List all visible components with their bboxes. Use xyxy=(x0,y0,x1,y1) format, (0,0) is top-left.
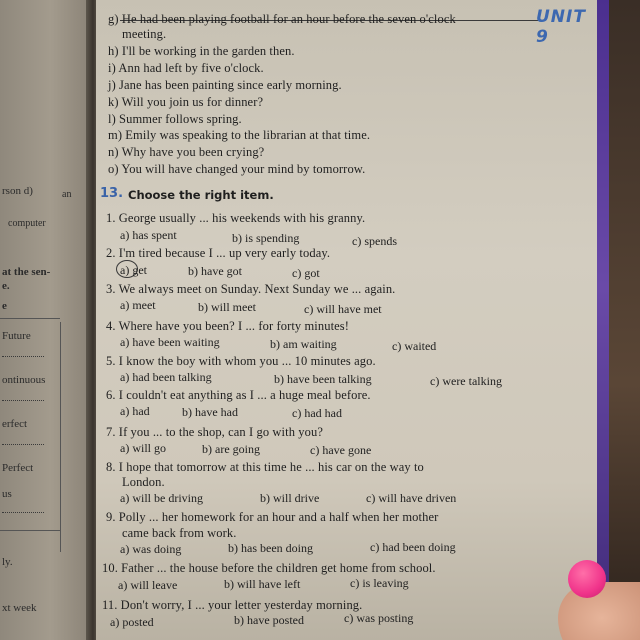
option-a: a) posted xyxy=(110,615,154,629)
question: 8. I hope that tomorrow at this time he ... his car on the way to xyxy=(106,460,424,474)
option-c: c) got xyxy=(292,266,320,280)
option-c: c) were talking xyxy=(430,374,502,388)
question: 11. Don't worry, I ... your letter yesterday morning. xyxy=(102,598,363,612)
prev-item: meeting. xyxy=(122,27,167,41)
prev-item: o) You will have changed your mind by tomorrow. xyxy=(108,162,366,176)
left-fragment: rson d) xyxy=(2,185,33,197)
option-b: b) have had xyxy=(182,405,238,419)
left-small-mark: an xyxy=(62,189,72,200)
option-a: a) will be driving xyxy=(120,491,203,505)
pink-nail xyxy=(568,560,606,598)
option-a: a) get xyxy=(120,263,147,277)
hand-with-pink-nail xyxy=(540,560,640,640)
prev-item: h) I'll be working in the garden then. xyxy=(108,44,295,58)
option-b: b) have been talking xyxy=(274,372,372,386)
option-c: c) will have driven xyxy=(366,491,457,505)
question: 7. If you ... to the shop, can I go with you? xyxy=(106,425,323,439)
left-fragment: Future xyxy=(2,330,31,342)
cover-edge xyxy=(597,0,609,640)
option-b: b) have got xyxy=(188,264,242,278)
right-page xyxy=(96,0,600,640)
option-b: b) will have left xyxy=(224,577,301,591)
left-fragment: us xyxy=(2,488,12,500)
option-c: c) waited xyxy=(392,339,437,353)
question-continued: came back from work. xyxy=(122,526,237,540)
option-b: b) has been doing xyxy=(228,541,313,555)
option-a: a) will leave xyxy=(118,578,178,592)
question: 5. I know the boy with whom you ... 10 minutes ago. xyxy=(106,354,376,368)
dotted-line xyxy=(2,444,44,445)
prev-item: n) Why have you been crying? xyxy=(108,145,265,159)
left-fragment: at the sen- xyxy=(2,266,51,278)
dotted-line xyxy=(2,356,44,357)
question: 6. I couldn't eat anything as I ... a huge meal before. xyxy=(106,388,371,402)
table-rule xyxy=(0,318,60,319)
option-b: b) is spending xyxy=(232,231,300,245)
question: 9. Polly ... her homework for an hour and a half when her mother xyxy=(106,510,439,524)
option-c: c) spends xyxy=(352,234,397,248)
option-a: a) has spent xyxy=(120,228,177,242)
dotted-line xyxy=(2,400,44,401)
option-c: c) had been doing xyxy=(370,540,456,554)
option-a: a) will go xyxy=(120,441,166,455)
option-a: a) meet xyxy=(120,298,156,312)
background xyxy=(609,0,640,640)
option-b: b) will drive xyxy=(260,491,320,505)
option-b: b) am waiting xyxy=(270,337,337,351)
prev-item: g) He had been playing football for an hour before the seven o'clock xyxy=(108,12,456,26)
table-rule xyxy=(0,530,60,531)
left-fragment: e xyxy=(2,300,7,312)
option-b: b) have posted xyxy=(234,613,304,627)
question: 4. Where have you been? I ... for forty minutes! xyxy=(106,319,350,333)
option-c: c) was posting xyxy=(344,611,414,625)
option-c: c) had had xyxy=(292,406,342,420)
question-continued: London. xyxy=(122,475,165,489)
option-a: a) had xyxy=(120,404,150,418)
left-fragment: Perfect xyxy=(2,462,34,474)
left-fragment: erfect xyxy=(2,418,28,430)
left-fragment: e. xyxy=(2,280,10,292)
prev-item: i) Ann had left by five o'clock. xyxy=(108,61,264,75)
question: 1. George usually ... his weekends with his granny. xyxy=(106,211,366,225)
prev-item: m) Emily was speaking to the librarian at that time. xyxy=(108,128,371,142)
left-fragment: xt week xyxy=(2,602,37,614)
option-a: a) was doing xyxy=(120,542,182,556)
table-rule xyxy=(60,322,61,552)
exercise-number: 13. xyxy=(100,186,124,201)
dotted-line xyxy=(2,512,44,513)
prev-item: l) Summer follows spring. xyxy=(108,112,242,126)
left-fragment: computer xyxy=(8,218,46,229)
option-c: c) is leaving xyxy=(350,576,409,590)
left-fragment: ly. xyxy=(2,556,13,568)
question: 2. I'm tired because I ... up very early today. xyxy=(106,246,331,260)
left-page xyxy=(0,0,92,640)
option-c: c) will have met xyxy=(304,302,382,316)
prev-item: j) Jane has been painting since early morning. xyxy=(108,78,342,92)
unit-label: UNIT 9 xyxy=(536,7,586,47)
option-b: b) will meet xyxy=(198,300,256,314)
option-a: a) have been waiting xyxy=(120,335,220,349)
question: 3. We always meet on Sunday. Next Sunday we ... again. xyxy=(106,282,396,296)
prev-item: k) Will you join us for dinner? xyxy=(108,95,264,109)
question: 10. Father ... the house before the children get home from school. xyxy=(102,561,436,575)
left-fragment: ontinuous xyxy=(2,374,46,386)
exercise-title: Choose the right item. xyxy=(128,188,274,202)
option-c: c) have gone xyxy=(310,443,372,457)
option-b: b) are going xyxy=(202,442,260,456)
option-a: a) had been talking xyxy=(120,370,212,384)
